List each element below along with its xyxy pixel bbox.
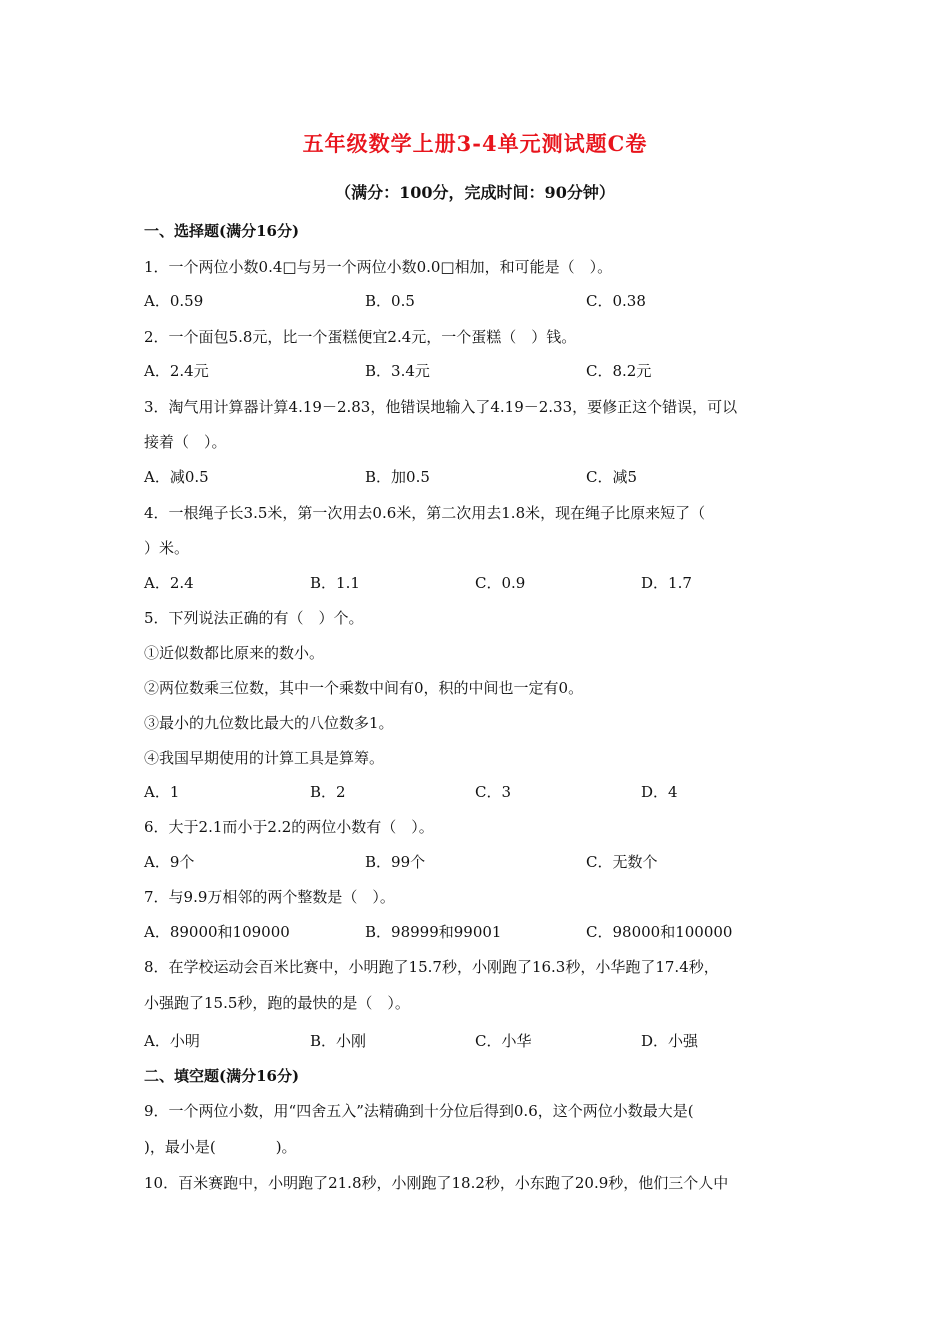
section-heading-choice: 一、选择题(满分16分) bbox=[144, 222, 300, 240]
option-b: B．0.5 bbox=[365, 292, 415, 310]
question-9-continued: )，最小是( )。 bbox=[144, 1138, 297, 1156]
question-8-continued: 小强跑了15.5秒，跑的最快的是（ ）。 bbox=[144, 994, 410, 1012]
option-b: B．加0.5 bbox=[365, 468, 430, 486]
option-a: A．2.4 bbox=[144, 574, 194, 592]
question-1: 1．一个两位小数0.4□与另一个两位小数0.0□相加，和可能是（ ）。 bbox=[144, 258, 613, 276]
option-a: A．0.59 bbox=[144, 292, 204, 310]
option-c: C．0.38 bbox=[586, 292, 646, 310]
option-a: A．1 bbox=[144, 783, 180, 801]
option-b: B．98999和99001 bbox=[365, 923, 502, 941]
question-3-options bbox=[144, 466, 824, 488]
question-4: 4．一根绳子长3.5米，第一次用去0.6米，第二次用去1.8米，现在绳子比原来短了（ bbox=[144, 504, 706, 522]
question-9: 9．一个两位小数，用“四舍五入”法精确到十分位后得到0.6，这个两位小数最大是( bbox=[144, 1102, 694, 1120]
option-c: C．8.2元 bbox=[586, 362, 652, 380]
question-8: 8．在学校运动会百米比赛中，小明跑了15.7秒，小刚跑了16.3秒，小华跑了17.4秒， bbox=[144, 958, 719, 976]
option-c: C．98000和100000 bbox=[586, 923, 733, 941]
question-5-statement-3: ③最小的九位数比最大的八位数多1。 bbox=[144, 714, 394, 732]
question-6: 6．大于2.1而小于2.2的两位小数有（ ）。 bbox=[144, 818, 434, 836]
question-5: 5．下列说法正确的有（ ）个。 bbox=[144, 609, 364, 627]
question-4-options bbox=[144, 572, 824, 594]
question-8-options bbox=[144, 1030, 824, 1052]
option-c: C．0.9 bbox=[475, 574, 526, 592]
question-3: 3．淘气用计算器计算4.19－2.83，他错误地输入了4.19－2.33，要修正这个错误，可以 bbox=[144, 398, 738, 416]
question-4-continued: ）米。 bbox=[144, 539, 190, 557]
option-a: A．小明 bbox=[144, 1032, 200, 1050]
question-1-options bbox=[144, 290, 824, 312]
question-5-statement-2: ②两位数乘三位数，其中一个乘数中间有0，积的中间也一定有0。 bbox=[144, 679, 584, 697]
option-b: B．1.1 bbox=[310, 574, 360, 592]
option-b: B．3.4元 bbox=[365, 362, 430, 380]
option-b: B．99个 bbox=[365, 853, 426, 871]
option-d: D．小强 bbox=[641, 1032, 699, 1050]
option-c: C．小华 bbox=[475, 1032, 532, 1050]
question-2: 2．一个面包5.8元，比一个蛋糕便宜2.4元，一个蛋糕（ ）钱。 bbox=[144, 328, 577, 346]
section-heading-fill-in: 二、填空题(满分16分) bbox=[144, 1067, 300, 1085]
question-7-options bbox=[144, 921, 824, 943]
question-6-options bbox=[144, 851, 824, 873]
question-10: 10．百米赛跑中，小明跑了21.8秒，小刚跑了18.2秒，小东跑了20.9秒，他们三个人中 bbox=[144, 1174, 729, 1192]
question-5-statement-4: ④我国早期使用的计算工具是算筹。 bbox=[144, 749, 385, 767]
question-5-options bbox=[144, 781, 824, 803]
option-d: D．1.7 bbox=[641, 574, 692, 592]
option-d: D．4 bbox=[641, 783, 678, 801]
question-7: 7．与9.9万相邻的两个整数是（ ）。 bbox=[144, 888, 395, 906]
option-c: C．3 bbox=[475, 783, 512, 801]
option-c: C．减5 bbox=[586, 468, 638, 486]
question-5-statement-1: ①近似数都比原来的数小。 bbox=[144, 644, 325, 662]
option-a: A．减0.5 bbox=[144, 468, 209, 486]
page-subtitle: （满分：100分，完成时间：90分钟） bbox=[335, 183, 615, 202]
question-3-continued: 接着（ ）。 bbox=[144, 433, 227, 451]
option-b: B．2 bbox=[310, 783, 346, 801]
option-c: C．无数个 bbox=[586, 853, 658, 871]
page-title: 五年级数学上册3-4单元测试题C卷 bbox=[302, 131, 648, 156]
option-a: A．9个 bbox=[144, 853, 195, 871]
option-a: A．2.4元 bbox=[144, 362, 209, 380]
option-a: A．89000和109000 bbox=[144, 923, 290, 941]
question-2-options bbox=[144, 360, 824, 382]
option-b: B．小刚 bbox=[310, 1032, 367, 1050]
